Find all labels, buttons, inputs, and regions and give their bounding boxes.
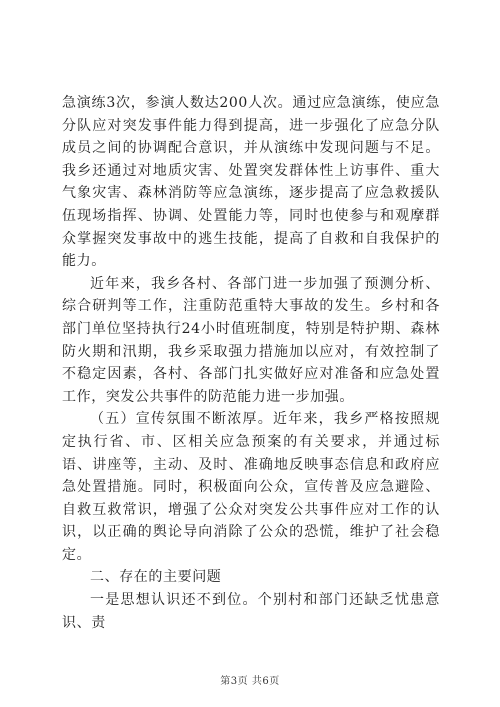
paragraph-publicity: （五）宣传氛围不断浓厚。近年来，我乡严格按照规定执行省、市、区相关应急预案的有关要求，并通过标语、讲座等，主动、及时、准确地反映事态信息和政府应急处置措施。同时，积极面向公众，宣传普及应急避险、自救互救常识，增强了公众对突发公共事件应对工作的认识，以正确的舆论导向消除了公众的恐慌，维护了社会稳定。	[62, 411, 440, 563]
page-number-footer: 第3页 共6页	[220, 676, 280, 687]
paragraph-prediction-analysis: 近年来，我乡各村、各部门进一步加强了预测分析、综合研判等工作，注重防范重特大事故的发生。乡村和各部门单位坚持执行24小时值班制度，特别是特护期、森林防火期和汛期，我乡采取强力措施加以应对，有效控制了不稳定因素，各村、各部门扎实做好应对准备和应急处置工作，突发公共事件的防范能力进一步加强。	[62, 275, 440, 405]
section-heading-problems: 二、存在的主要问题	[90, 569, 222, 586]
paragraph-drill-summary: 急演练3次，参演人数达200人次。通过应急演练，使应急分队应对突发事件能力得到提高，进一步强化了应急分队成员之间的协调配合意识，并从演练中发现问题与不足。我乡还通过对地质灾害、处置突发群体性上访事件、重大气象灾害、森林消防等应急演练，逐步提高了应急救援队伍现场指挥、协调、处置能力等，同时也使参与和观摩群众掌握突发事故中的逃生技能，提高了自救和自我保护的能力。	[62, 95, 440, 270]
paragraph-problem-one: 一是思想认识还不到位。个别村和部门还缺乏忧患意识、责	[62, 592, 440, 631]
document-body	[62, 92, 440, 634]
